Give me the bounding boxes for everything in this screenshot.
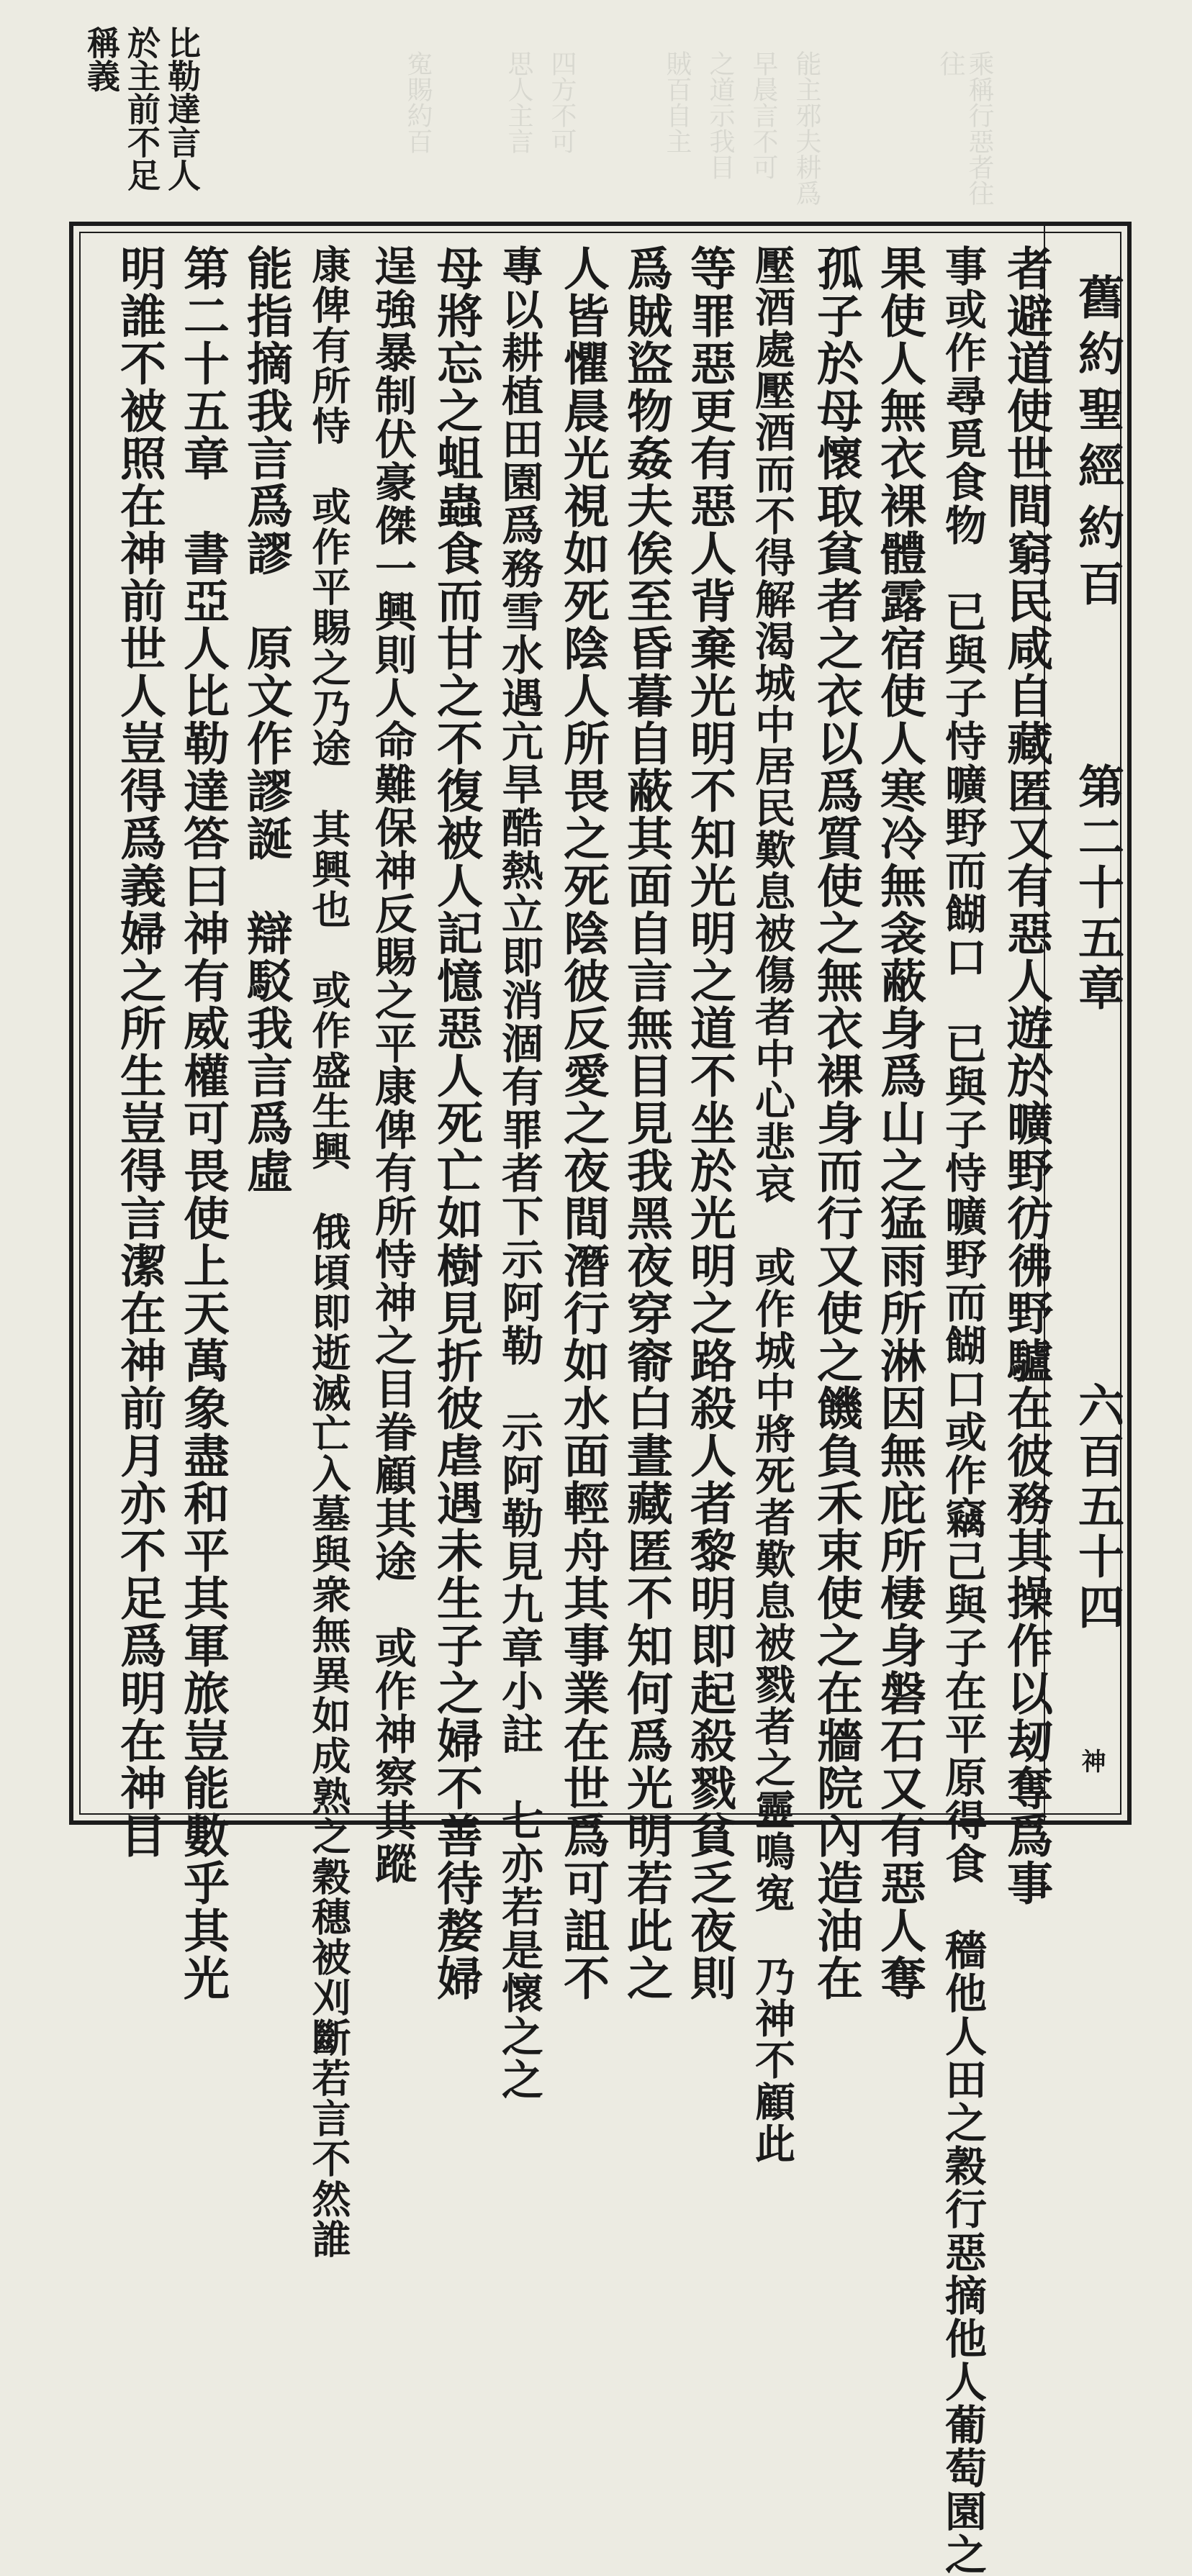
text-column-11: 逞強暴制伏豪傑一興則人命難保神反賜之平康俾有所恃神之目眷顧其途 或作神察其蹤 <box>368 245 417 1885</box>
book-name: 約百 <box>1070 504 1124 616</box>
margin-note-line-2: 於主前不足 <box>122 26 161 191</box>
page-number: 六百五十四 <box>1070 1382 1124 1633</box>
text-column-6: 等罪惡更有惡人背棄光明不知光明之道不坐於光明之路殺人者黎明即起殺戮貧乏夜則 <box>682 245 736 2002</box>
text-column-2: 事或作尋覓食物 已與子恃曠野而餬口 已與子恃曠野而餬口或作竊己與子在平原得食 穡他人田之穀行惡摘他人葡萄園之 <box>938 245 987 2576</box>
text-column-4: 孤子於母懷取貧者之衣以爲質使之無衣裸身而行又使之饑負禾束使之在牆院內造油在 <box>809 245 863 2002</box>
text-column-14: 第二十五章 書亞人比勒達答曰神有威權可畏使上天萬象盡和平其軍旅豈能數乎其光 <box>176 245 230 2002</box>
text-column-1: 者避道使世間窮民咸自藏匿又有惡人遊於曠野彷彿野驢在彼務其操作以刼奪爲事 <box>999 245 1053 1907</box>
margin-note-line-3: 稱義 <box>82 26 121 92</box>
text-column-8: 人皆懼晨光視如死陰人所畏之死陰彼反愛之夜間潛行如水面輕舟其事業在世爲可詛不 <box>556 245 610 2002</box>
text-column-7: 爲賊盜物姦夫俟至昏暮自蔽其面自言無目見我黑夜穿窬白晝藏匿不知何爲光明若此之 <box>619 245 673 2002</box>
text-column-13: 能指摘我言爲謬 原文作謬誕 辯駁我言爲虛 <box>239 245 293 1194</box>
text-column-15: 明誰不被照在神前世人豈得爲義婦之所生豈得言潔在神前月亦不足爲明在神目 <box>112 245 166 1859</box>
text-column-3: 果使人無衣裸體露宿使人寒冷無衾蔽身爲山之猛雨所淋因無庇所棲身磐石又有惡人奪 <box>872 245 926 2002</box>
text-column-10: 母將忘之蛆蟲食而甘之不復被人記憶惡人死亡如樹見折彼虐遇未生子之婦不善待嫠婦 <box>429 245 483 2002</box>
book-title: 舊約聖經 <box>1070 273 1124 498</box>
chapter-heading: 第二十五章 <box>1070 763 1124 1015</box>
margin-note-line-1: 比勒達言人 <box>163 26 202 191</box>
text-column-5: 壓酒處壓酒而不得解渴城中居民歎息被傷者中心悲哀 或作城中將死者歎息被戮者之靈鳴寃 乃神不顧此 <box>749 245 796 2164</box>
bleed-through-texture: 乘稱行惡者往往 能主邪夫耕爲 早晨言不可 之道示我目 賊百自主 四方不可 思人主言 寃賜約百 <box>403 50 994 206</box>
header-glyph: 神 <box>1077 1749 1106 1773</box>
text-column-9: 專以耕植田園爲務雪水遇亢旱酷熱立即消涸有罪者下示阿勒 示阿勒見九章小註 七亦若是懷之之 <box>495 245 543 2101</box>
text-column-12: 康俾有所恃 或作平賜之乃途 其興也 或作盛生興 俄頃即逝滅亡入墓與衆無異如成熟之穀穗被刈斷若言不然誰 <box>306 245 352 2259</box>
